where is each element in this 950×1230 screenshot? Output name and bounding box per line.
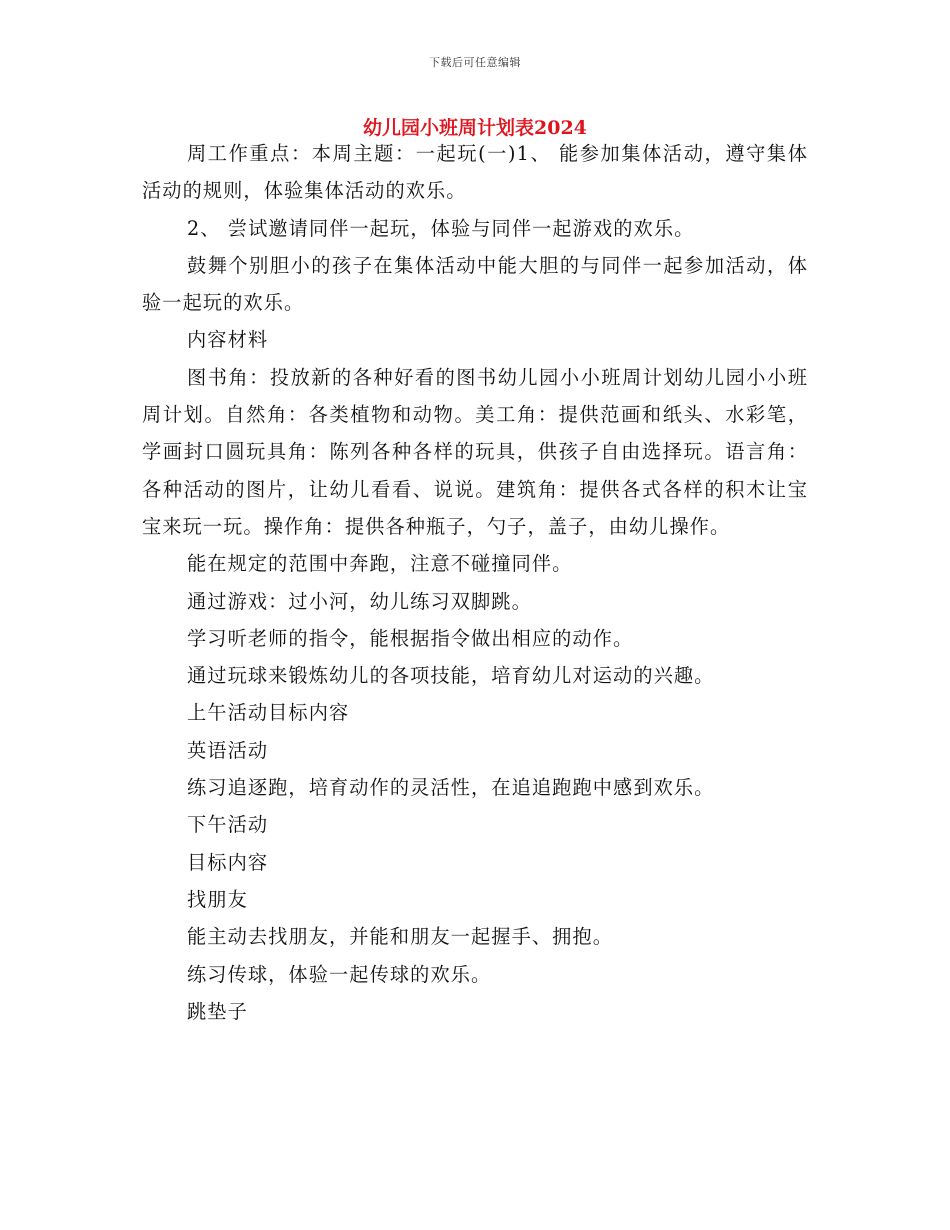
document-body bbox=[142, 135, 808, 1030]
line-morning-activity-heading: 上午活动目标内容 bbox=[187, 701, 350, 725]
paragraph-content-materials: 内容材料 bbox=[187, 328, 269, 352]
line-afternoon-activity-heading: 下午活动 bbox=[187, 813, 269, 837]
line-follow-instructions: 学习听老师的指令，能根据指令做出相应的动作。 bbox=[187, 626, 634, 650]
paragraph-activity-corners: 图书角：投放新的各种好看的图书幼儿园小小班周计划幼儿园小小班周计划。自然角：各类植物和动物。美工角：提供范画和纸头、水彩笔，学画封口圆玩具角：陈列各种各样的玩具，供孩子自由选择玩。语言角：各种活动的图片，让幼儿看看、说说。建筑角：提供各式各样的积木让宝宝来玩一玩。操作角：提供各种瓶子，勺子，盖子，由幼儿操作。 bbox=[142, 365, 808, 538]
paragraph-invite-peers: 2、 尝试邀请同伴一起玩，体验与同伴一起游戏的欢乐。 bbox=[187, 216, 695, 240]
line-cross-river-game: 通过游戏：过小河，幼儿练习双脚跳。 bbox=[187, 589, 532, 613]
line-english-activity: 英语活动 bbox=[187, 738, 269, 762]
line-find-friends: 找朋友 bbox=[187, 887, 248, 911]
line-goal-content-heading: 目标内容 bbox=[187, 850, 269, 874]
line-chase-running: 练习追逐跑，培育动作的灵活性，在追追跑跑中感到欢乐。 bbox=[187, 776, 715, 800]
paragraph-encourage-shy: 鼓舞个别胆小的孩子在集体活动中能大胆的与同伴一起参加活动，体验一起玩的欢乐。 bbox=[142, 253, 808, 315]
line-hug-friends: 能主动去找朋友，并能和朋友一起握手、拥抱。 bbox=[187, 925, 614, 949]
document-title: 幼儿园小班周计划表2024 bbox=[363, 117, 587, 139]
line-jump-mats: 跳垫子 bbox=[187, 999, 248, 1023]
line-pass-ball: 练习传球，体验一起传球的欢乐。 bbox=[187, 962, 492, 986]
paragraph-work-focus: 周工作重点：本周主题：一起玩(一)1、 能参加集体活动，遵守集体活动的规则，体验集体活动的欢乐。 bbox=[142, 142, 808, 203]
line-ball-skills: 通过玩球来锻炼幼儿的各项技能，培育幼儿对运动的兴趣。 bbox=[187, 664, 715, 688]
header-note: 下载后可任意编辑 bbox=[429, 56, 521, 69]
line-run-within-range: 能在规定的范围中奔跑，注意不碰撞同伴。 bbox=[187, 552, 573, 576]
